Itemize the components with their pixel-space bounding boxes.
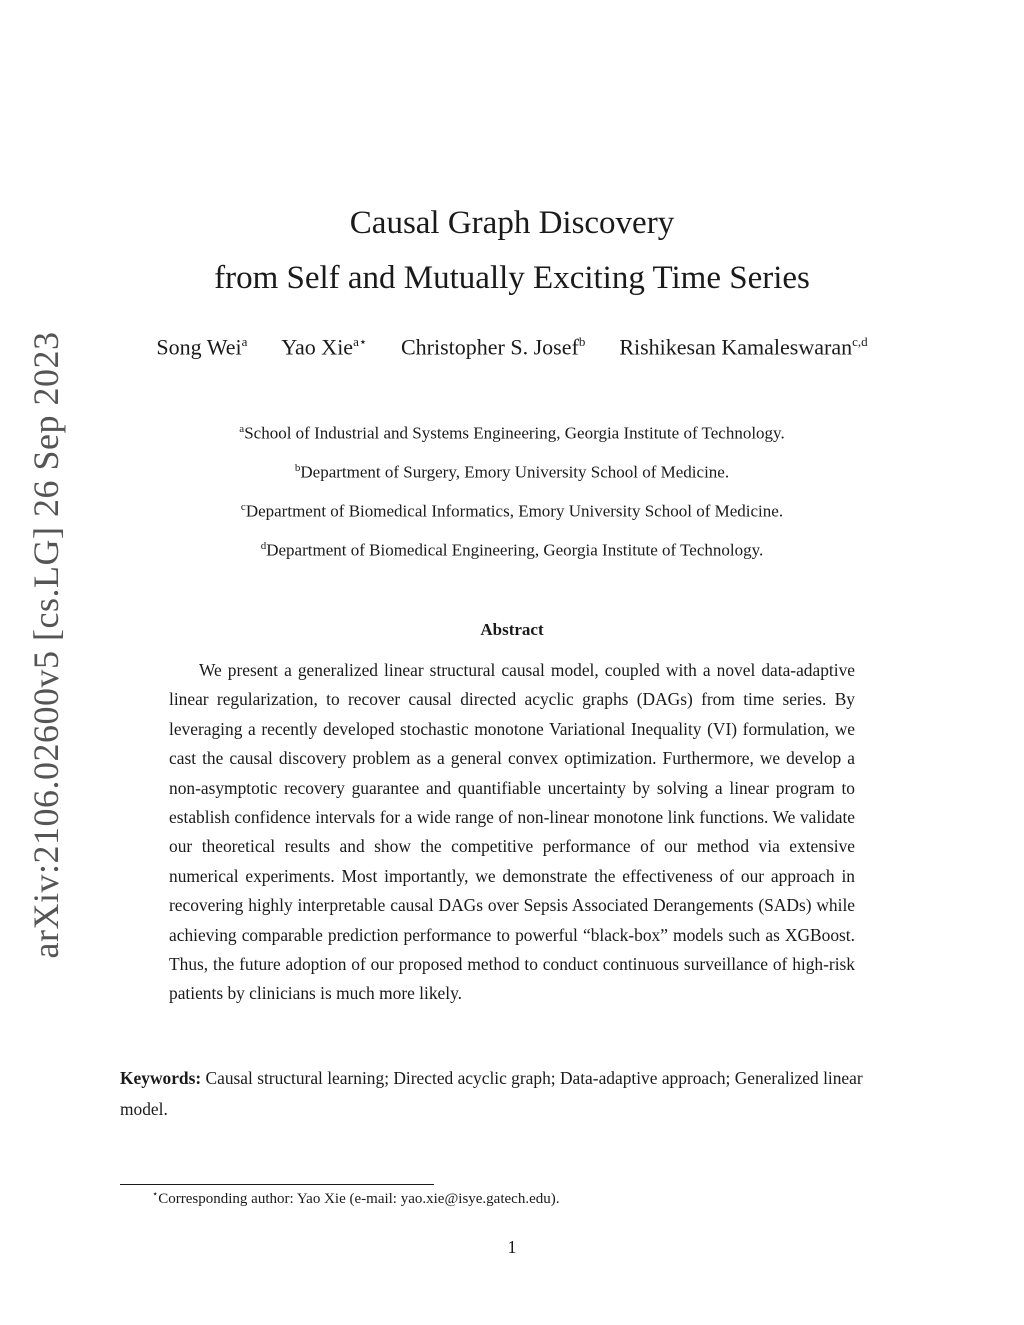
affiliation-list <box>120 416 904 572</box>
author: Christopher S. Josef$^b$ <box>401 334 586 360</box>
paper-title <box>120 196 904 306</box>
author-list <box>120 334 904 360</box>
keywords <box>120 1063 906 1125</box>
affiliation: $^c$Department of Biomedical Informatics, Emory University School of Medicine. <box>240 501 784 521</box>
arxiv-identifier-stamp: arXiv:2106.02600v5 [cs.LG] 26 Sep 2023 <box>26 331 66 959</box>
author: Yao Xie$^{a⋆}$ <box>281 334 367 360</box>
keywords-label: Keywords: <box>120 1068 202 1088</box>
title-line-1: Causal Graph Discovery <box>349 205 675 241</box>
author: Rishikesan Kamaleswaran$^{c,d}$ <box>619 334 868 360</box>
abstract-body: We present a generalized linear structural causal model, coupled with a novel data-adaptive linear regularization, to recover causal directed acyclic graphs (DAGs) from time series. By leveraging a recently developed stochastic monotone Variational Inequality (VI) formulation, we cast the causal discovery problem as a general convex optimization. Furthermore, we develop a non-asymptotic recovery guarantee and quantifiable uncertainty by solving a linear program to establish confidence intervals for a wide range of non-linear monotone link functions. We validate our theoretical results and show the competitive performance of our method via extensive numerical experiments. Most importantly, we demonstrate the effectiveness of our approach in recovering highly interpretable causal DAGs over Sepsis Associated Derangements (SADs) while achieving comparable prediction performance to powerful “black-box” models such as XGBoost. Thus, the future adoption of our proposed method to conduct continuous surveillance of high-risk patients by clinicians is much more likely. <box>169 660 855 1004</box>
title-line-2: from Self and Mutually Exciting Time Series <box>214 260 810 296</box>
affiliation: $^b$Department of Surgery, Emory University School of Medicine. <box>294 462 730 482</box>
footnote-rule <box>120 1184 434 1185</box>
footnote: ⋆Corresponding author: Yao Xie (e-mail: yao.xie@isye.gatech.edu). <box>152 1189 560 1207</box>
page-number: 1 <box>507 1237 517 1257</box>
author: Song Wei$^a$ <box>156 334 248 360</box>
keywords-text: Causal structural learning; Directed acyclic graph; Data-adaptive approach; Generalized linear model. <box>120 1068 863 1119</box>
abstract-heading: Abstract <box>480 620 544 639</box>
affiliation: $^a$School of Industrial and Systems Engineering, Georgia Institute of Technology. <box>239 423 785 443</box>
affiliation: $^d$Department of Biomedical Engineering, Georgia Institute of Technology. <box>260 540 764 560</box>
